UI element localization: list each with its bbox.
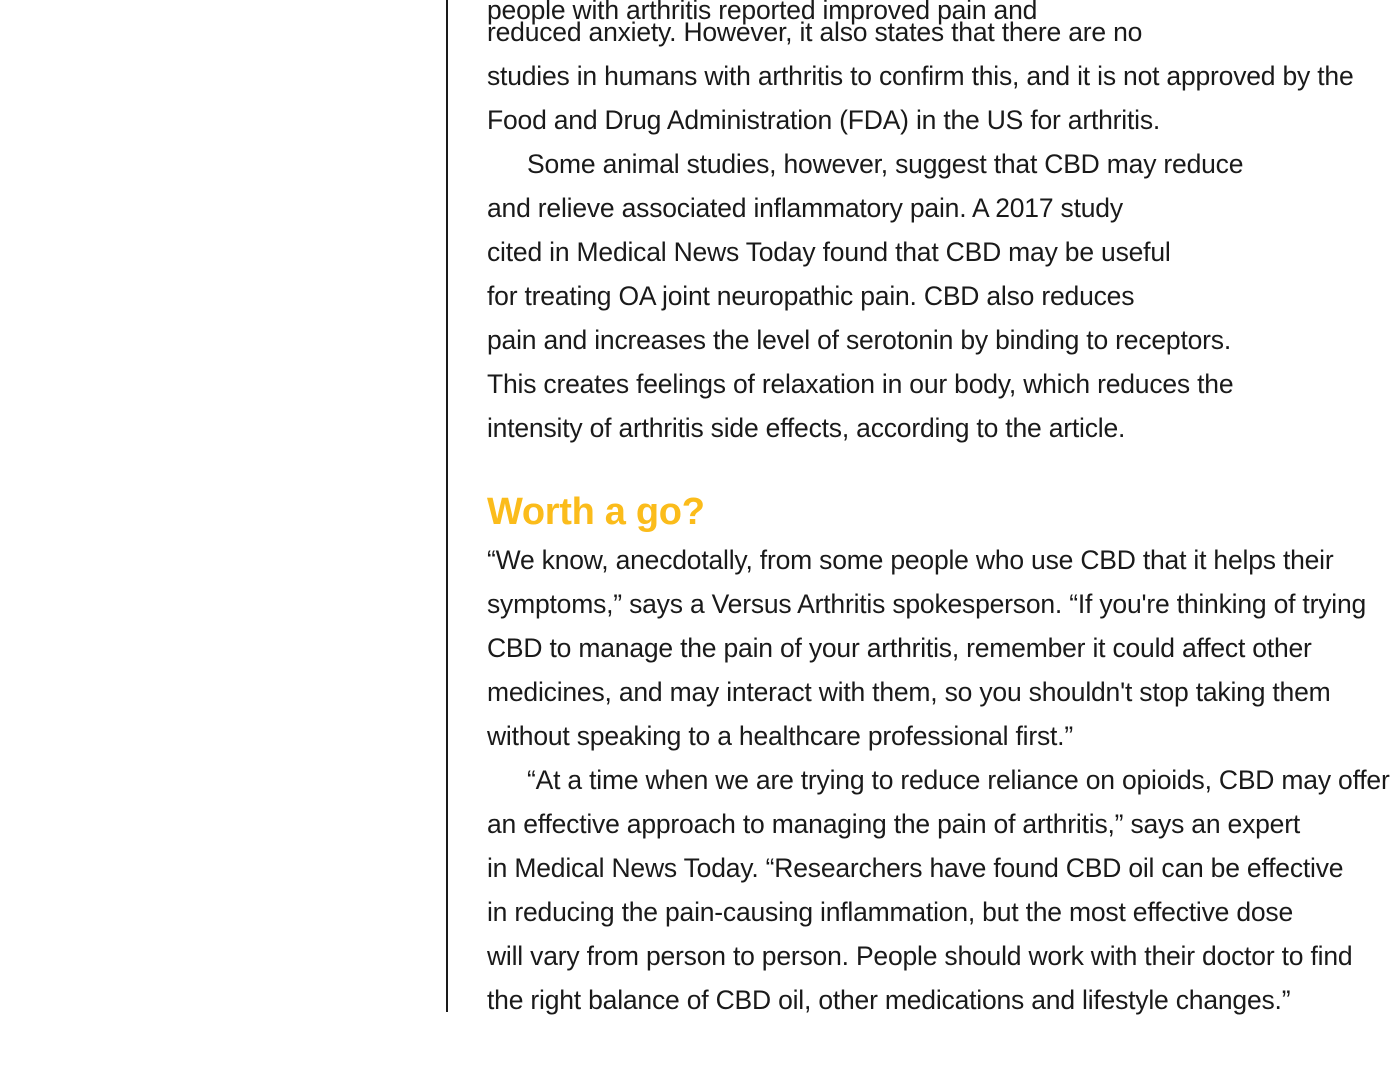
- text-line: and relieve associated inflammatory pain. A 2017 study: [487, 193, 1123, 223]
- text-line: cited in Medical News Today found that CBD may be useful: [487, 237, 1171, 267]
- text-line: an effective approach to managing the pain of arthritis,” says an expert: [487, 809, 1300, 839]
- text-line: CBD to manage the pain of your arthritis, remember it could affect other: [487, 633, 1312, 663]
- text-line: without speaking to a healthcare professional first.”: [487, 721, 1073, 751]
- text-line: “We know, anecdotally, from some people who use CBD that it helps their: [487, 545, 1334, 575]
- text-line: people with arthritis reported improved pain and: [487, 0, 1038, 25]
- text-line: pain and increases the level of serotonin by binding to receptors.: [487, 325, 1231, 355]
- text-line: symptoms,” says a Versus Arthritis spokesperson. “If you're thinking of trying: [487, 589, 1367, 619]
- text-line: in Medical News Today. “Researchers have found CBD oil can be effective: [487, 853, 1344, 883]
- section-heading: Worth a go?: [487, 491, 705, 533]
- text-line: for treating OA joint neuropathic pain. CBD also reduces: [487, 281, 1135, 311]
- text-line: Food and Drug Administration (FDA) in the US for arthritis.: [487, 105, 1161, 135]
- text-line: intensity of arthritis side effects, according to the article.: [487, 413, 1126, 443]
- text-line: reduced anxiety. However, it also states that there are no: [487, 17, 1143, 47]
- text-line: medicines, and may interact with them, so you shouldn't stop taking them: [487, 677, 1331, 707]
- text-line: studies in humans with arthritis to confirm this, and it is not approved by the: [487, 61, 1354, 91]
- text-line: will vary from person to person. People should work with their doctor to find: [487, 941, 1353, 971]
- text-line: “At a time when we are trying to reduce reliance on opioids, CBD may offer: [527, 765, 1390, 795]
- text-line: in reducing the pain-causing inflammation, but the most effective dose: [487, 897, 1294, 927]
- text-line: the right balance of CBD oil, other medications and lifestyle changes.”: [487, 985, 1291, 1015]
- column-divider: [446, 0, 448, 1012]
- text-line: This creates feelings of relaxation in our body, which reduces the: [487, 369, 1234, 399]
- text-line: Some animal studies, however, suggest that CBD may reduce: [527, 149, 1244, 179]
- article-column: [487, 0, 1390, 1030]
